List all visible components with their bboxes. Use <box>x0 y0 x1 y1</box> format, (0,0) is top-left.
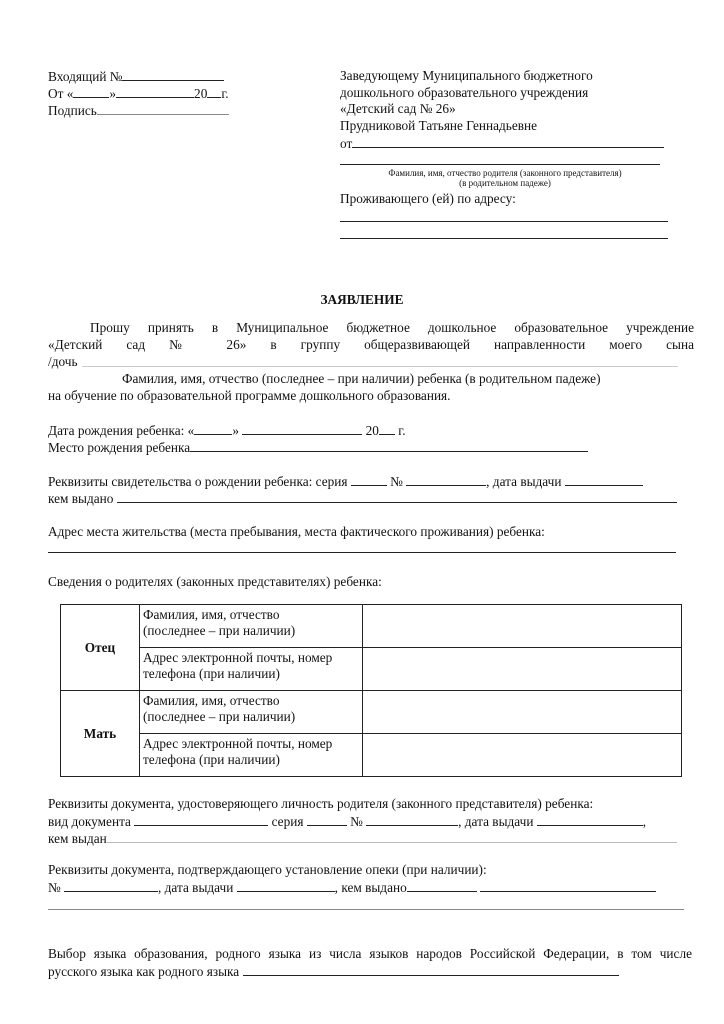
father-fio-field[interactable] <box>363 605 682 648</box>
guardianship-label: Реквизиты документа, подтверждающего установление опеки (при наличии): <box>48 862 487 877</box>
certificate-issuer-line <box>48 490 677 507</box>
language-line-2-wrap <box>48 963 619 980</box>
certificate-line <box>48 473 643 490</box>
father-fio-label-line1: Фамилия, имя, отчество <box>143 607 280 622</box>
birth-date-line <box>48 422 406 439</box>
birth-year-field[interactable] <box>379 422 395 435</box>
incoming-day-field[interactable] <box>73 85 109 98</box>
mother-row-name <box>61 691 682 734</box>
applicant-from-line <box>340 135 664 152</box>
incoming-label: Входящий № <box>48 69 123 84</box>
guardianship-line <box>48 879 656 896</box>
certificate-date-label: , дата выдачи <box>486 474 562 489</box>
mother-fio-label <box>140 691 363 734</box>
birth-date-mid: » <box>232 423 239 438</box>
certificate-number-field[interactable] <box>406 473 486 486</box>
applicant-name-field-2[interactable] <box>340 164 660 165</box>
certificate-issuer-label: кем выдано <box>48 491 114 506</box>
birth-place-label: Место рождения ребенка <box>48 440 191 455</box>
certificate-series-field[interactable] <box>351 473 387 486</box>
birth-place-line <box>48 439 588 456</box>
residence-field[interactable] <box>48 552 676 553</box>
doc-type-label: вид документа <box>48 814 131 829</box>
language-line-1: Выбор языка образования, родного языка из числа языков народов Российской Федерации, в том числе <box>48 946 692 961</box>
birth-year-suffix: г. <box>398 423 406 438</box>
incoming-year-prefix: 20 <box>194 86 208 101</box>
mother-contact-label-line2: телефона (при наличии) <box>143 752 280 767</box>
certificate-issuer-field[interactable] <box>117 490 677 503</box>
request-line-4: на обучение по образовательной программе дошкольного образования. <box>48 388 451 403</box>
father-label: Отец <box>61 605 140 691</box>
applicant-address-field-2[interactable] <box>340 238 668 239</box>
mother-contact-field[interactable] <box>363 734 682 777</box>
father-contact-label-line2: телефона (при наличии) <box>143 666 280 681</box>
father-fio-label <box>140 605 363 648</box>
mother-fio-label-line2: (последнее – при наличии) <box>143 709 296 724</box>
doc-date-label: , дата выдачи <box>458 814 534 829</box>
doc-comma: , <box>642 814 647 829</box>
father-fio-label-line2: (последнее – при наличии) <box>143 623 296 638</box>
guardianship-date-label: , дата выдачи <box>158 880 234 895</box>
mother-contact-label-line1: Адрес электронной почты, номер <box>143 736 333 751</box>
incoming-number-field[interactable] <box>122 68 224 81</box>
addressee-line-1: Заведующему Муниципального бюджетного <box>340 68 593 83</box>
parent-document-line <box>48 813 646 830</box>
addressee-line-2: дошкольного образовательного учреждения <box>340 85 589 100</box>
request-line-2: «Детский сад № 26» в группу общеразвивающей направленности моего сына <box>48 337 694 352</box>
addressee-line-3: «Детский сад № 26» <box>340 101 456 116</box>
incoming-month-field[interactable] <box>116 85 194 98</box>
parents-table <box>60 604 682 777</box>
from-mid: » <box>109 86 117 101</box>
request-line-1: Прошу принять в Муниципальное бюджетное дошкольное образовательное учреждение <box>90 320 694 335</box>
doc-series-field[interactable] <box>307 813 347 826</box>
doc-issuer-label: кем выдан <box>48 831 107 846</box>
mother-fio-field[interactable] <box>363 691 682 734</box>
guardianship-issuer-field-2[interactable] <box>480 879 656 892</box>
father-contact-label-line1: Адрес электронной почты, номер <box>143 650 333 665</box>
doc-date-field[interactable] <box>537 813 643 826</box>
mother-contact-label <box>140 734 363 777</box>
applicant-name-hint-1: Фамилия, имя, отчество родителя (законного представителя) <box>388 168 622 178</box>
mother-fio-label-line1: Фамилия, имя, отчество <box>143 693 280 708</box>
birth-date-label: Дата рождения ребенка: « <box>48 423 195 438</box>
guardianship-issuer-label: , кем выдано <box>334 880 407 895</box>
mother-label: Мать <box>61 691 140 777</box>
applicant-address-label: Проживающего (ей) по адресу: <box>340 191 516 206</box>
guardianship-issuer-field-1[interactable] <box>407 879 477 892</box>
doc-number-label: № <box>350 814 363 829</box>
birth-place-field[interactable] <box>190 439 588 452</box>
addressee-line-4: Прудниковой Татьяне Геннадьевне <box>340 118 538 133</box>
certificate-number-label: № <box>390 474 403 489</box>
birth-month-field[interactable] <box>242 422 362 435</box>
incoming-year-suffix: г. <box>221 86 229 101</box>
parent-document-issuer-line <box>48 830 677 847</box>
birth-year-prefix: 20 <box>365 423 379 438</box>
doc-type-field[interactable] <box>134 813 268 826</box>
parents-label: Сведения о родителях (законных представителях) ребенка: <box>48 574 382 589</box>
residence-label: Адрес места жительства (места пребывания, места фактического проживания) ребенка: <box>48 524 545 539</box>
doc-issuer-field[interactable] <box>107 830 677 843</box>
incoming-number-line <box>48 68 224 85</box>
father-row-name <box>61 605 682 648</box>
parent-document-label: Реквизиты документа, удостоверяющего личность родителя (законного представителя) ребенка: <box>48 796 594 811</box>
guardianship-date-field[interactable] <box>237 879 335 892</box>
guardianship-issuer-field-3[interactable] <box>48 909 684 910</box>
signature-field[interactable] <box>97 102 229 115</box>
incoming-date-line <box>48 85 229 102</box>
doc-series-label: серия <box>271 814 304 829</box>
signature-line <box>48 102 229 119</box>
guardianship-number-label: № <box>48 880 61 895</box>
certificate-label: Реквизиты свидетельства о рождении ребенка: серия <box>48 474 348 489</box>
guardianship-number-field[interactable] <box>64 879 158 892</box>
birth-day-field[interactable] <box>194 422 232 435</box>
father-contact-field[interactable] <box>363 648 682 691</box>
child-name-field[interactable] <box>82 366 678 367</box>
document-title: ЗАЯВЛЕНИЕ <box>320 292 404 307</box>
mother-row-contact <box>61 734 682 777</box>
child-name-hint: Фамилия, имя, отчество (последнее – при наличии) ребенка (в родительном падеже) <box>122 371 601 386</box>
certificate-date-field[interactable] <box>565 473 643 486</box>
from-label: От « <box>48 86 74 101</box>
applicant-address-field-1[interactable] <box>340 221 668 222</box>
applicant-from-label: от <box>340 136 353 151</box>
request-line-3: /дочь <box>48 354 78 369</box>
applicant-name-hint-2: (в родительном падеже) <box>459 178 551 188</box>
doc-number-field[interactable] <box>366 813 458 826</box>
language-field[interactable] <box>243 963 619 976</box>
father-contact-label <box>140 648 363 691</box>
applicant-name-field-1[interactable] <box>352 135 664 148</box>
incoming-year-field[interactable] <box>207 85 221 98</box>
signature-label: Подпись <box>48 103 97 118</box>
language-line-2: русского языка как родного языка <box>48 964 240 979</box>
father-row-contact <box>61 648 682 691</box>
